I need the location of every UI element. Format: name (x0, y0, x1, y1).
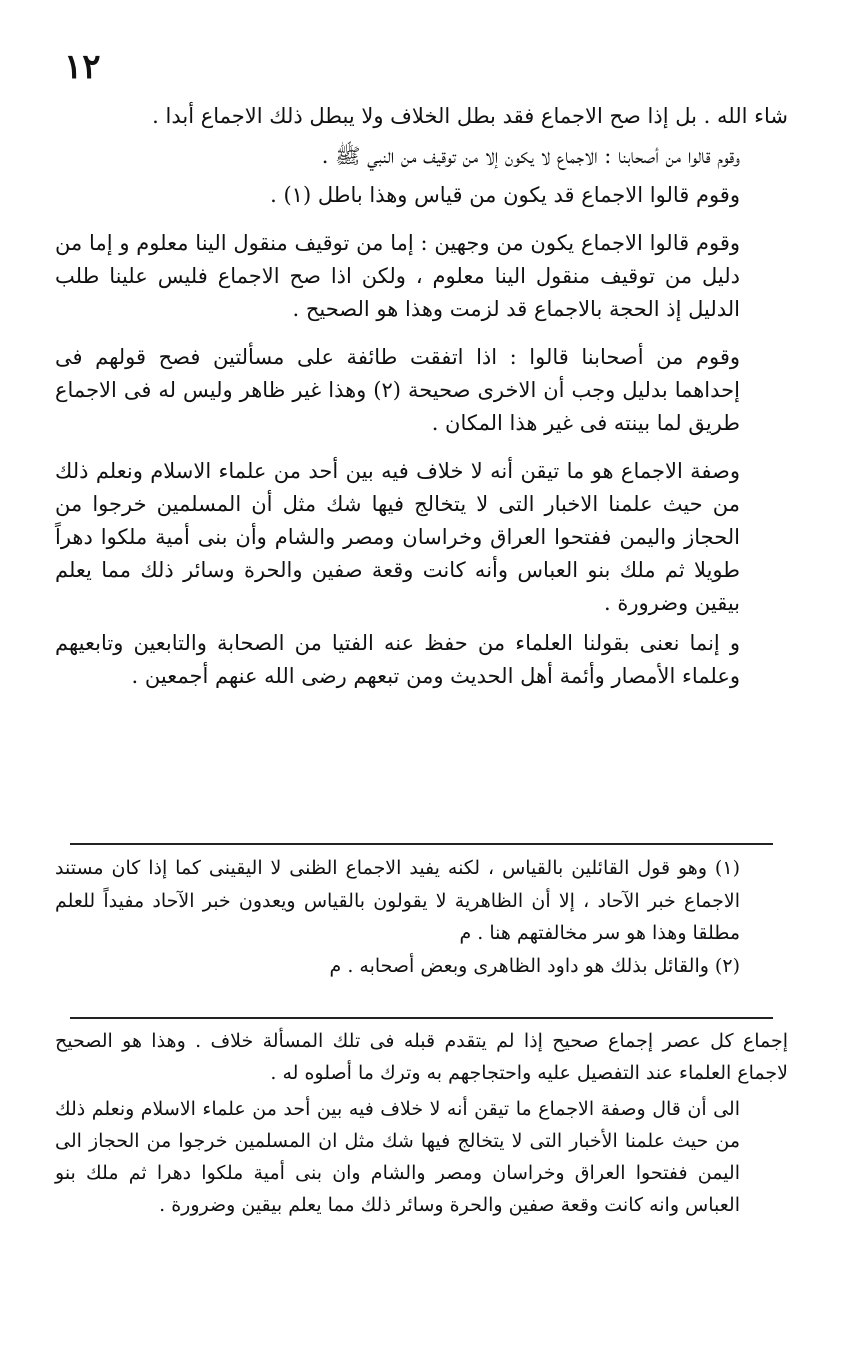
paragraph: شاء الله . بل إذا صح الاجماع فقد بطل الخلاف ولا يبطل ذلك الاجماع أبدا . (152, 104, 788, 128)
paragraph: الى أن قال وصفة الاجماع ما تيقن أنه لا خلاف فيه بين أحد من علماء الاسلام ونعلم ذلك من حيث علمنا الأخبار التى لا يتخالج فيها شك مثل ان المسلمين خرجوا من الحجاز الى اليمن ففتحوا العراق وخراسان ومصر والشام وان بنى أمية ملكوا دهرا ثم ملك بنو العباس وانه كانت وقعة صفين والحرة وسائر ذلك مما يعلم بيقين وضرورة . (55, 1098, 740, 1216)
main-text (55, 100, 788, 699)
quoted-passage (55, 1025, 788, 1225)
paragraph: وقوم قالوا من أصحابنا : الاجماع لا يكون إلا من توقيف من النبي ﷺ . (321, 143, 740, 168)
footnote: (١) وهو قول القائلين بالقياس ، لكنه يفيد الاجماع الظنى لا اليقينى كما إذا كان مستند الاجماع خبر الآحاد ، إلا أن الظاهرية لا يقولون بالقياس ويعدون خبر الآحاد مفيداً للعلم مطلقا وهذا هو سر مخالفتهم هنا . م (55, 857, 740, 944)
section-divider (70, 1017, 773, 1019)
footnote: (٢) والقائل بذلك هو داود الظاهرى وبعض أصحابه . م (329, 954, 740, 977)
footnote-divider (70, 843, 773, 845)
footnotes (55, 852, 788, 982)
paragraph: و إنما نعنى بقولنا العلماء من حفظ عنه الفتيا من الصحابة والتابعين وتابعيهم وعلماء الأمصار وأئمة أهل الحديث ومن تبعهم رضى الله عنهم أجمعين . (55, 630, 740, 688)
paragraph: وقوم قالوا الاجماع يكون من وجهين : إما من توقيف منقول الينا معلوم و إما من دليل من توقيف منقول الينا معلوم ، ولكن اذا صح الاجماع فليس علينا طلب الدليل إذ الحجة بالاجماع قد لزمت وهذا هو الصحيح . (55, 231, 740, 321)
paragraph: وقوم قالوا الاجماع قد يكون من قياس وهذا باطل (١) . (270, 183, 740, 207)
paragraph: وقوم من أصحابنا قالوا : اذا اتفقت طائفة على مسألتين فصح قولهم فى إحداهما بدليل وجب أن الاخرى صحيحة (٢) وهذا غير ظاهر وليس له فى الاجماع طريق لما بينته فى غير هذا المكان . (55, 345, 740, 435)
paragraph: إجماع كل عصر إجماع صحيح إذا لم يتقدم قبله فى تلك المسألة خلاف . وهذا هو الصحيح لاجماع العلماء عند التفصيل عليه واحتجاجهم به وترك ما أصلوه له . (55, 1030, 788, 1084)
paragraph: وصفة الاجماع هو ما تيقن أنه لا خلاف فيه بين أحد من علماء الاسلام ونعلم ذلك من حيث علمنا الاخبار التى لا يتخالج فيها شك مثل أن المسلمين خرجوا من الحجاز واليمن ففتحوا العراق وخراسان ومصر والشام وأن بنى أمية ملكوا دهراً طويلا ثم ملك بنو العباس وأنه كانت وقعة صفين والحرة وسائر ذلك مما يعلم بيقين وضرورة . (55, 459, 740, 615)
page-number: ١٢ (64, 47, 101, 87)
